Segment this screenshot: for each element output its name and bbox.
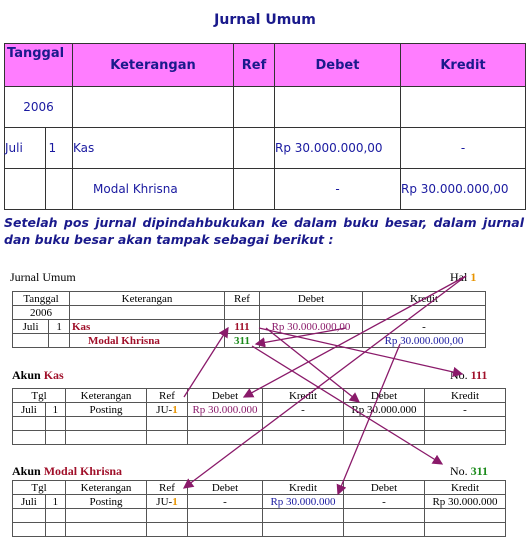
month-cell: Juli: [5, 128, 46, 169]
ref-cell: [234, 128, 275, 169]
page-number: Hal 1: [450, 270, 477, 284]
table-row: [13, 509, 506, 523]
day-cell: 1: [46, 128, 73, 169]
akun-modal-number: No. 311: [450, 464, 489, 478]
table-row: Juli 1 Posting JU-1 Rp 30.000.000 - Rp 30.000.000 -: [13, 403, 506, 417]
ledger-journal-title: Jurnal Umum: [10, 270, 76, 284]
header-keterangan: Keterangan: [73, 44, 234, 87]
desc-cell: Kas: [73, 128, 234, 169]
kredit-cell: -: [401, 128, 526, 169]
page-title: Jurnal Umum: [214, 12, 316, 28]
journal-header-row: [5, 44, 526, 87]
ledger-figure: [4, 262, 522, 552]
ledger-journal-table: [12, 291, 486, 348]
table-row: Tgl Keterangan Ref Debet Kredit Debet Kredit: [13, 389, 506, 403]
header-kredit: Kredit: [401, 44, 526, 87]
year-cell: 2006: [5, 87, 73, 128]
header-debet: Debet: [275, 44, 401, 87]
table-row: [5, 87, 526, 128]
kredit-cell: Rp 30.000.000,00: [401, 169, 526, 210]
table-row: Juli 1 Posting JU-1 - Rp 30.000.000 - Rp 30.000.000: [13, 495, 506, 509]
table-row: 2006: [13, 306, 486, 320]
ledger-kas-table: [12, 388, 506, 445]
header-ref: Ref: [234, 44, 275, 87]
header-tanggal: Tanggal: [5, 44, 73, 87]
table-row: [5, 169, 526, 210]
ledger-modal-table: [12, 480, 506, 537]
table-row: [13, 431, 506, 445]
journal-table: [4, 43, 526, 210]
akun-kas-number: No. 111: [450, 368, 488, 382]
table-row: [13, 417, 506, 431]
akun-modal-title: Akun Modal Khrisna: [12, 464, 123, 478]
table-row: Juli 1 Kas 111 Rp 30.000.000,00 -: [13, 320, 486, 334]
akun-kas-title: Akun Kas: [12, 368, 64, 382]
debet-cell: Rp 30.000.000,00: [275, 128, 401, 169]
table-row: Tgl Keterangan Ref Debet Kredit Debet Kredit: [13, 481, 506, 495]
desc-cell: Modal Khrisna: [73, 169, 234, 210]
table-row: Tanggal Keterangan Ref Debet Kredit: [13, 292, 486, 306]
table-row: [13, 523, 506, 537]
table-row: [5, 128, 526, 169]
intro-text: Setelah pos jurnal dipindahbukukan ke dalam buku besar, dalam jurnal dan buku besar akan tampak sebagai berikut :: [4, 215, 524, 247]
table-row: Modal Khrisna 311 Rp 30.000.000,00: [13, 334, 486, 348]
debet-cell: -: [275, 169, 401, 210]
